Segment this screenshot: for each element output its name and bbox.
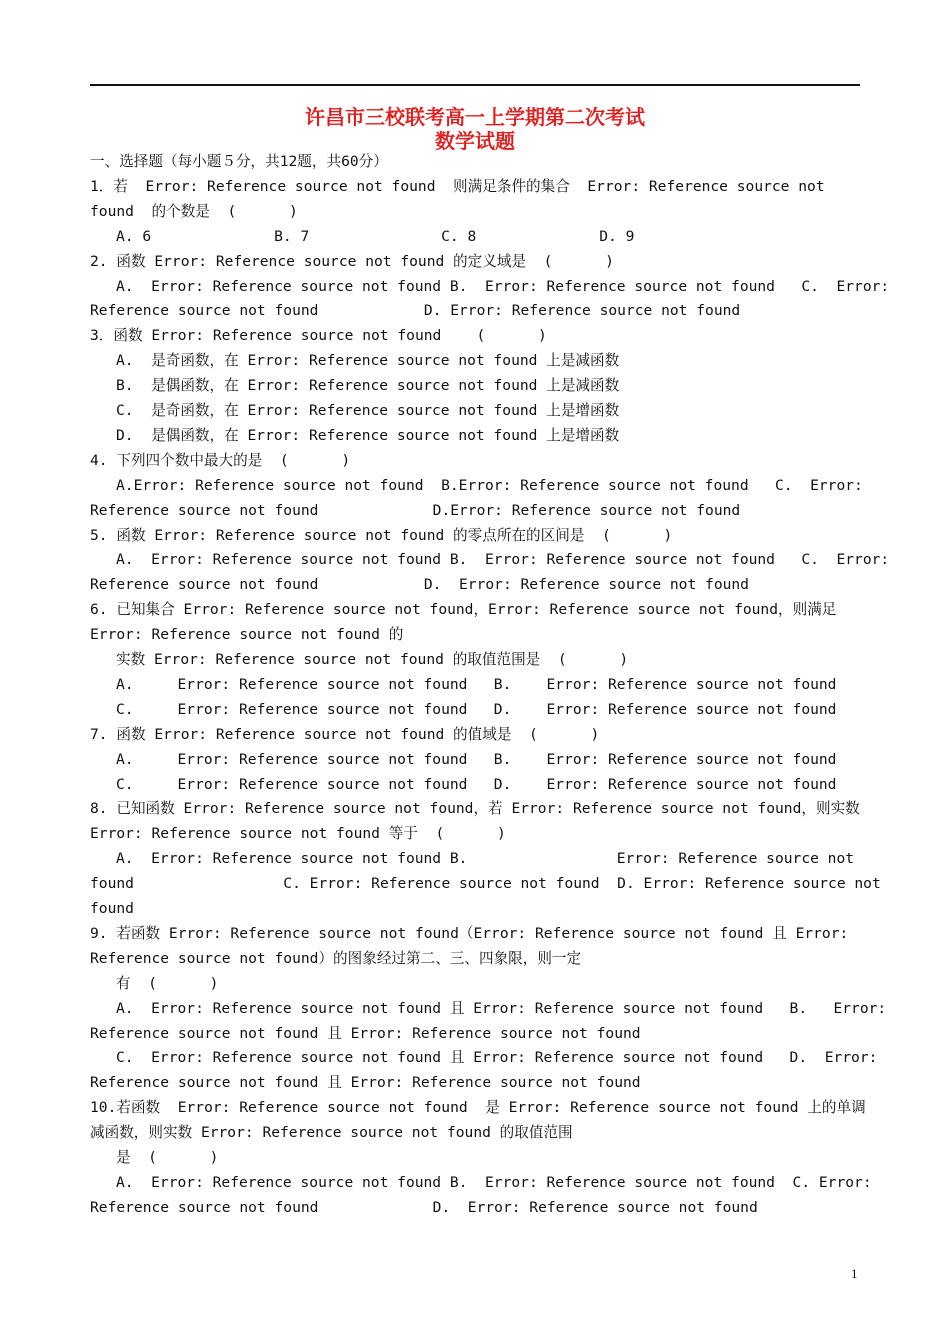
text-line: 5. 函数 Error: Reference source not found 的零点所在的区间是 ( ) bbox=[90, 526, 673, 544]
exam-subtitle: 数学试题 bbox=[435, 129, 515, 153]
text-line: 6. 已知集合 Error: Reference source not found，Error: Reference source not found，则满足 bbox=[90, 601, 837, 619]
text-line: 3．函数 Error: Reference source not found ( ) bbox=[90, 327, 547, 345]
page-number: 1 bbox=[851, 1266, 858, 1281]
text-line: A.Error: Reference source not found B.Error: Reference source not found C. Error: bbox=[116, 476, 863, 494]
text-line: 4. 下列四个数中最大的是 ( ) bbox=[90, 451, 351, 469]
text-line: B. 是偶函数，在 Error: Reference source not found 上是减函数 bbox=[116, 377, 620, 395]
text-line: D. 是偶函数，在 Error: Reference source not found 上是增函数 bbox=[116, 426, 620, 444]
text-line: A. Error: Reference source not found B. Error: Reference source not bbox=[116, 850, 855, 868]
text-line: A. Error: Reference source not found B. Error: Reference source not found bbox=[116, 750, 837, 768]
text-line: A. Error: Reference source not found B. Error: Reference source not found bbox=[116, 675, 837, 693]
text-line: 2. 函数 Error: Reference source not found 的定义域是 ( ) bbox=[90, 252, 614, 270]
text-line: A. Error: Reference source not found 且 Error: Reference source not found B. Error: bbox=[116, 999, 887, 1017]
exam-title: 许昌市三校联考高一上学期第二次考试 bbox=[305, 105, 645, 129]
text-line: 7. 函数 Error: Reference source not found 的值域是 ( ) bbox=[90, 725, 600, 743]
text-line: 8. 已知函数 Error: Reference source not found，若 Error: Reference source not found，则实数 bbox=[90, 800, 860, 818]
text-line: A. Error: Reference source not found B. Error: Reference source not found C. Error: bbox=[116, 1173, 872, 1191]
text-line: C. Error: Reference source not found D. Error: Reference source not found bbox=[116, 700, 837, 718]
text-line: Reference source not found D. Error: Reference source not found bbox=[90, 576, 749, 594]
text-line: A. Error: Reference source not found B. Error: Reference source not found C. Error: bbox=[116, 551, 890, 569]
text-line: 减函数，则实数 Error: Reference source not found 的取值范围 bbox=[90, 1124, 573, 1142]
text-line: Reference source not found 且 Error: Reference source not found bbox=[90, 1024, 641, 1042]
text-line: C. Error: Reference source not found D. Error: Reference source not found bbox=[116, 775, 837, 793]
text-line: Reference source not found D. Error: Reference source not found bbox=[90, 1198, 758, 1216]
text-line: Reference source not found）的图象经过第二、三、四象限，则一定 bbox=[90, 949, 582, 967]
text-line: C. Error: Reference source not found 且 Error: Reference source not found D. Error: bbox=[116, 1049, 878, 1067]
text-line: C. 是奇函数，在 Error: Reference source not found 上是增函数 bbox=[116, 402, 620, 419]
text-line: Error: Reference source not found 的 bbox=[90, 626, 404, 644]
text-line: 1．若 Error: Reference source not found 则满足条件的集合 Error: Reference source not bbox=[90, 177, 825, 195]
text-line: Reference source not found D. Error: Reference source not found bbox=[90, 302, 741, 320]
text-line: found bbox=[90, 900, 134, 917]
top-rule bbox=[90, 84, 860, 86]
text-line: 实数 Error: Reference source not found 的取值范围是 ( ) bbox=[116, 651, 629, 668]
text-line: found C. Error: Reference source not found D. Error: Reference source not bbox=[90, 875, 881, 893]
text-line: A. 6 B. 7 C. 8 D. 9 bbox=[116, 227, 635, 245]
text-line: 有 ( ) bbox=[116, 974, 219, 992]
text-line: found 的个数是 ( ) bbox=[90, 202, 298, 220]
text-line: 10.若函数 Error: Reference source not found 是 Error: Reference source not found 上的单调 bbox=[90, 1099, 866, 1117]
text-line: Reference source not found D.Error: Reference source not found bbox=[90, 501, 741, 519]
text-line: 9. 若函数 Error: Reference source not found（Error: Reference source not found 且 Error: bbox=[90, 924, 849, 942]
text-line: A. Error: Reference source not found B. Error: Reference source not found C. Error: bbox=[116, 277, 890, 295]
text-line: Reference source not found 且 Error: Reference source not found bbox=[90, 1074, 641, 1092]
text-line: Error: Reference source not found 等于 ( ) bbox=[90, 825, 506, 843]
text-line: 是 ( ) bbox=[116, 1149, 219, 1166]
text-line: 一、选择题（每小题５分，共12题，共60分） bbox=[90, 153, 388, 170]
text-line: A. 是奇函数，在 Error: Reference source not found 上是减函数 bbox=[116, 352, 620, 370]
